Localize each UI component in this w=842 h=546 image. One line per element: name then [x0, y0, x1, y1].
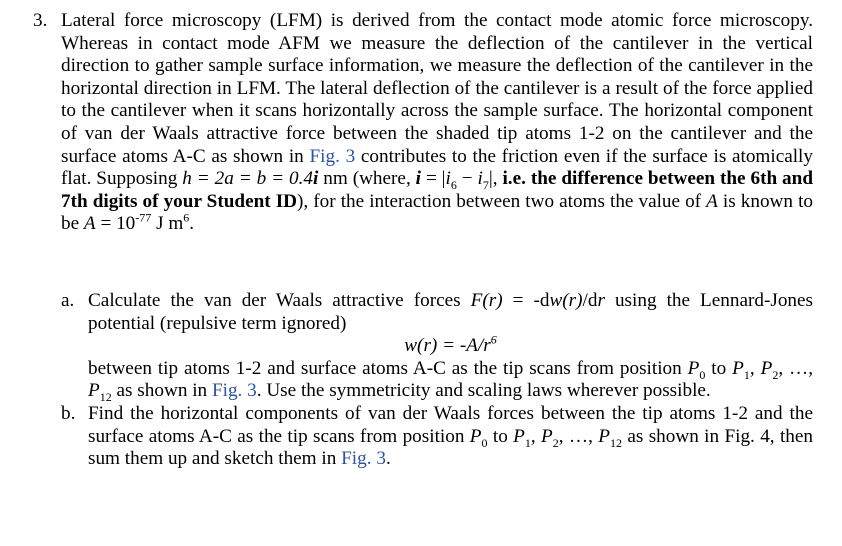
part-a-figure-3-link[interactable]: Fig. 3 — [211, 380, 257, 402]
formula-exponent: 6 — [490, 332, 497, 347]
part-b-p1: P — [513, 425, 525, 447]
part-a-p12: P — [88, 380, 100, 402]
equation-i-2: i — [415, 168, 422, 190]
part-a-text-5: between tip atoms 1-2 and surface atoms A-C as the tip scans from position — [88, 357, 688, 379]
equation-unit: nm (where, — [318, 168, 416, 190]
part-b — [61, 403, 813, 471]
part-b-text-5: . — [385, 448, 391, 470]
equation-equals: = | — [421, 168, 446, 190]
part-a-text-7: , …, — [778, 357, 814, 379]
part-b-p2-sub: 2 — [552, 435, 559, 450]
equation-i7: i — [477, 168, 483, 190]
part-a-text-1: Calculate the van der Waals attractive forces — [88, 290, 471, 311]
part-a-label: a. — [61, 290, 75, 311]
part-b-text-2: to — [487, 425, 514, 447]
part-a-text-2: = -d — [502, 290, 550, 311]
equation-i6: i — [445, 168, 451, 190]
problem-text-7: . — [189, 213, 195, 235]
sub-questions — [61, 290, 813, 471]
variable-a-2: A — [83, 213, 96, 235]
problem-statement — [61, 10, 813, 236]
part-a-text-3: /d — [582, 290, 598, 311]
part-a-p0-sub: 0 — [699, 367, 706, 382]
part-b-p0-sub: 0 — [481, 435, 488, 450]
equation-close: |, — [488, 168, 503, 190]
problem-number: 3. — [33, 10, 48, 31]
part-b-p12-sub: 12 — [610, 435, 623, 450]
part-b-p0: P — [469, 425, 482, 447]
figure-3-link[interactable]: Fig. 3 — [309, 145, 356, 167]
part-b-figure-3-link[interactable]: Fig. 3 — [341, 448, 386, 470]
part-a-text-9: . Use the symmetricity and scaling laws wherever possible. — [256, 380, 711, 402]
part-a — [61, 290, 813, 403]
equation-minus: − — [456, 168, 478, 190]
part-a-p2-sub: 2 — [772, 367, 779, 382]
part-b-p12: P — [598, 425, 611, 447]
part-b-text-1: Find the horizontal components of van der Waals forces between the tip atoms 1-2 and the surface atoms A-C as the tip scans from position — [88, 402, 813, 447]
part-b-p2: P — [541, 425, 553, 447]
part-a-text-4: using the Lennard-Jones potential (repulsive term ignored) — [88, 290, 813, 334]
equation-sub7: 7 — [482, 177, 489, 192]
student-id-instruction: i.e. the difference between the 6th and 7th digits of your Student ID — [61, 168, 813, 212]
part-a-wr: w(r) — [549, 290, 583, 311]
part-b-p1-sub: 1 — [524, 435, 531, 450]
part-a-fr: F(r) — [470, 290, 503, 311]
part-b-label: b. — [61, 402, 76, 424]
part-a-comma: , — [749, 357, 761, 379]
problem-text-5: = 10 — [95, 213, 136, 235]
formula-text: w(r) = -A/r — [404, 335, 491, 357]
part-b-comma: , — [530, 425, 542, 447]
problem-text-6: J m — [151, 213, 184, 235]
problem-text-4: is known to be — [61, 190, 813, 235]
part-a-p12-sub: 12 — [99, 390, 112, 405]
part-b-text-4: as shown in Fig. 4, then sum them up and sketch them in — [88, 425, 813, 470]
exponent-2: 6 — [183, 210, 190, 225]
part-a-p1-sub: 1 — [743, 367, 750, 382]
part-a-p2: P — [760, 357, 773, 379]
lennard-jones-formula — [88, 332, 813, 358]
problem-text-1: Lateral force microscopy (LFM) is derived from the contact mode atomic force microscopy. Whereas in contact mode AFM we measure the deflection of the cantilever in the vertical direction to gather sample surface information, we measure the deflection of the cantilever in the horizontal direction in LFM. The lateral deflection of the cantilever is a result of the force applied to the cantilever when it scans horizontally across the sample surface. The horizontal component of van der Waals attractive force between the shaded tip atoms 1-2 on the cantilever and the surface atoms A-C as shown in — [61, 10, 813, 167]
equation-sub6: 6 — [450, 177, 457, 192]
equation-i: i — [312, 168, 319, 190]
exponent-1: -77 — [135, 210, 152, 225]
equation-h: h = 2a = b = 0.4 — [182, 168, 313, 190]
problem-text-2: contributes to the friction even if the surface is atomically flat. Supposing — [61, 145, 813, 190]
part-a-text-6: to — [705, 357, 733, 379]
part-b-text-3: , …, — [558, 425, 599, 447]
problem-text-3: ), for the interaction between two atoms the value of — [297, 190, 707, 212]
part-a-r: r — [597, 290, 605, 311]
part-a-p1: P — [732, 357, 744, 379]
part-a-text-8: as shown in — [111, 380, 212, 402]
part-a-p0: P — [687, 357, 700, 379]
variable-a: A — [706, 190, 718, 212]
